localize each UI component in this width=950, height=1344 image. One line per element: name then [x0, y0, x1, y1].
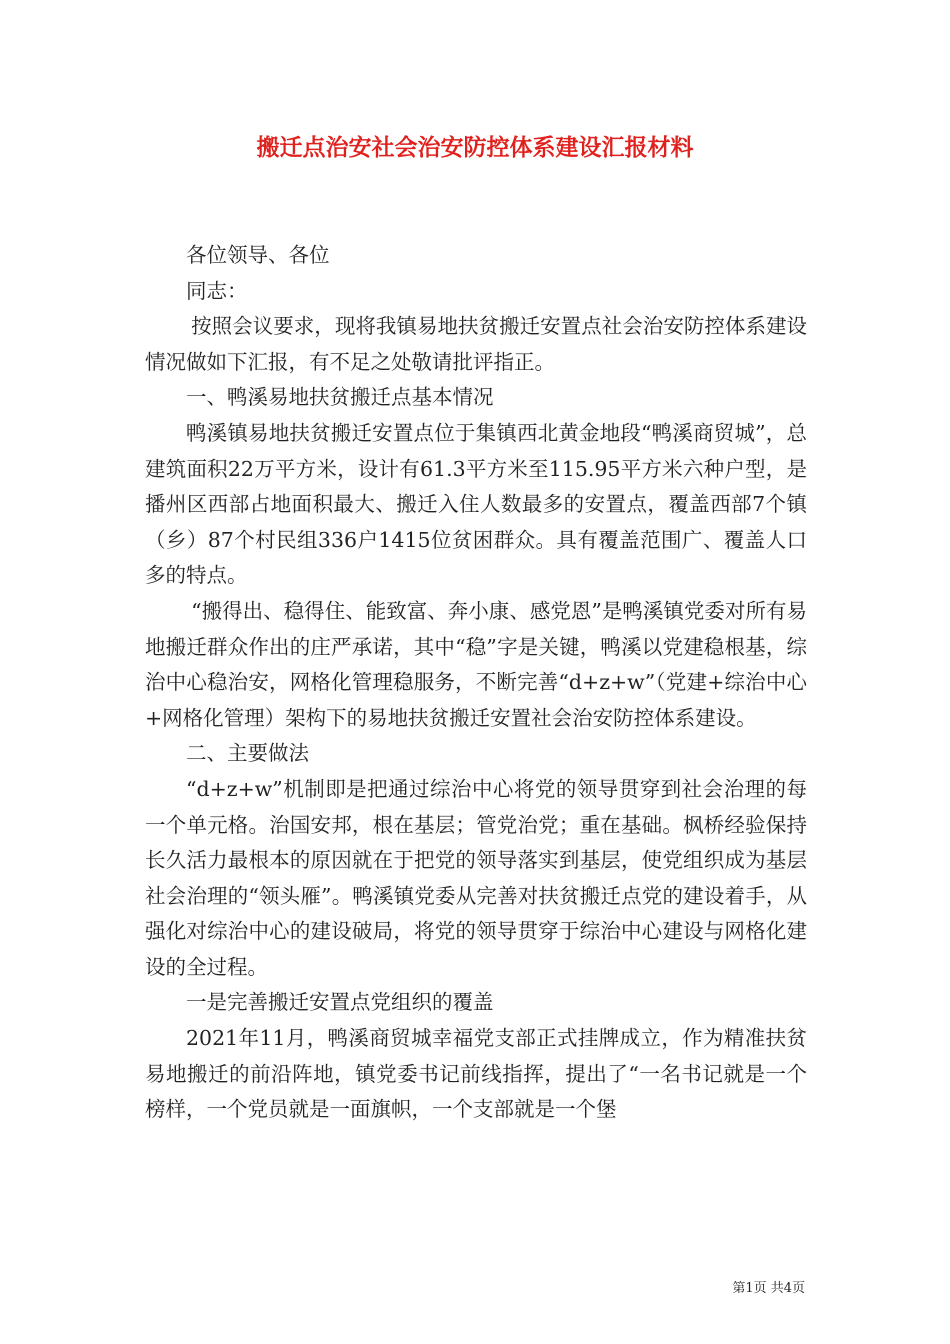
party-branch-paragraph: 2021年11月，鸭溪商贸城幸福党支部正式挂牌成立，作为精准扶贫易地搬迁的前沿阵地，镇党委书记前线指挥，提出了“一名书记就是一个榜样，一个党员就是一面旗帜，一个支部就是一个堡	[145, 1026, 807, 1122]
greeting-line: 各位领导、各位	[186, 243, 330, 267]
intro-paragraph: 按照会议要求，现将我镇易地扶贫搬迁安置点社会治安防控体系建设情况做如下汇报，有不足之处敬请批评指正。	[145, 314, 807, 374]
section-heading-1: 一、鸭溪易地扶贫搬迁点基本情况	[186, 385, 494, 410]
basic-situation-paragraph: 鸭溪镇易地扶贫搬迁安置点位于集镇西北黄金地段“鸭溪商贸城”，总建筑面积22万平方米，设计有61.3平方米至115.95平方米六种户型，是播州区西部占地面积最大、搬迁入住人数最多的安置点，覆盖西部7个镇（乡）87个村民组336户1415位贫困群众。具有覆盖范围广、覆盖人口多的特点。	[145, 420, 807, 588]
section-heading-2: 二、主要做法	[186, 741, 309, 766]
mechanism-paragraph: “d+z+w”机制即是把通过综治中心将党的领导贯穿到社会治理的每一个单元格。治国安邦，根在基层；管党治党；重在基础。枫桥经验保持长久活力最根本的原因就在于把党的领导落实到基层，使党组织成为基层社会治理的“领头雁”。鸭溪镇党委从完善对扶贫搬迁点党的建设着手，从强化对综治中心的建设破局，将党的领导贯穿于综治中心建设与网格化建设的全过程。	[145, 776, 807, 979]
document-title: 搬迁点治安社会治安防控体系建设汇报材料	[256, 134, 694, 161]
subsection-heading-1: 一是完善搬迁安置点党组织的覆盖	[186, 990, 494, 1015]
document-body	[145, 238, 807, 1128]
page-number-footer: 第1页 共4页	[732, 1281, 805, 1296]
commitment-paragraph: “搬得出、稳得住、能致富、奔小康、感党恩”是鸭溪镇党委对所有易地搬迁群众作出的庄严承诺，其中“稳”字是关键，鸭溪以党建稳根基，综治中心稳治安，网格化管理稳服务，不断完善“d+z+w”（党建+综治中心+网格化管理）架构下的易地扶贫搬迁安置社会治安防控体系建设。	[145, 598, 807, 730]
greeting-line-continued: 同志：	[186, 278, 248, 303]
